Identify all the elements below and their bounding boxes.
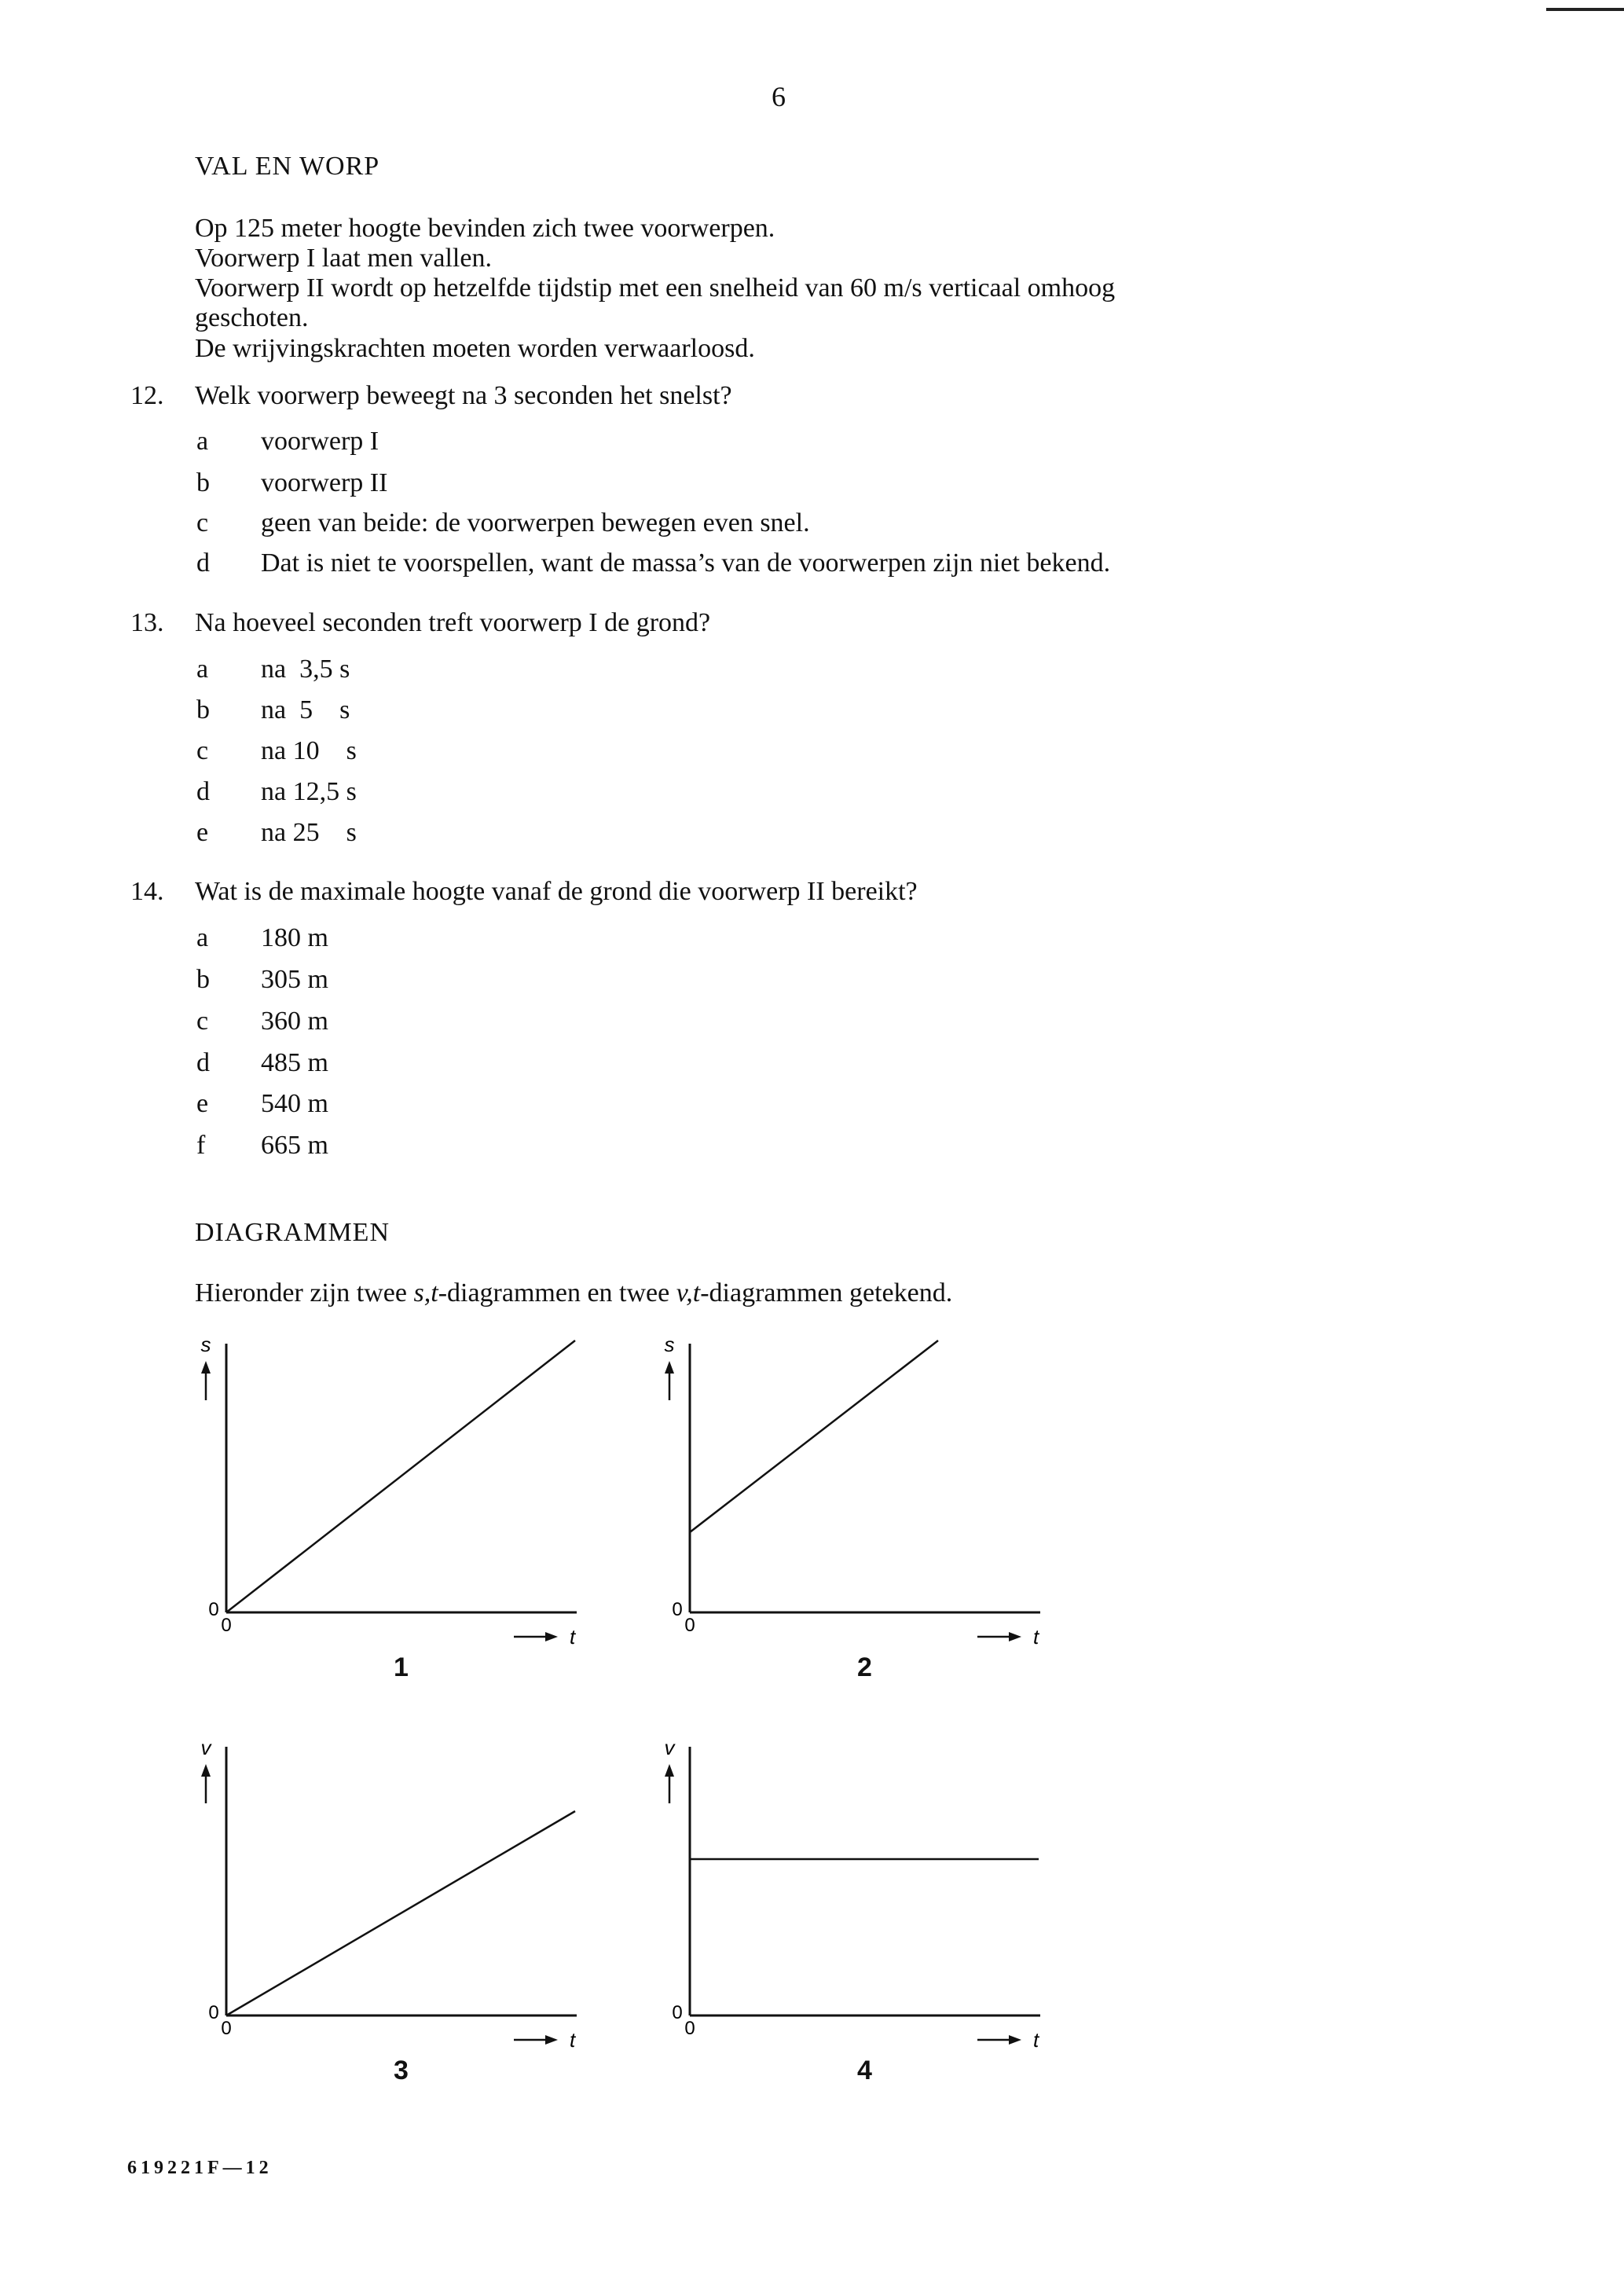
intro-vt-symbol: v,t: [676, 1278, 701, 1308]
x-axis-label: t: [570, 1625, 576, 1649]
intro-text: -diagrammen getekend.: [700, 1278, 953, 1308]
option-letter: e: [196, 818, 209, 847]
option-text: na 3,5 s: [261, 655, 350, 684]
diagram-label-2: 2: [857, 1652, 872, 1682]
option-letter: a: [196, 923, 209, 952]
option-letter: b: [196, 468, 210, 497]
corner-mark: [1546, 8, 1624, 11]
x-arrow-head-icon: [545, 2035, 558, 2045]
page-number: 6: [772, 81, 786, 112]
question-number: 12.: [130, 381, 164, 410]
origin-y-label: 0: [672, 1599, 683, 1620]
y-arrow-head-icon: [201, 1361, 211, 1374]
intro-line: Voorwerp II wordt op hetzelfde tijdstip met een snelheid van 60 m/s verticaal omhoog: [195, 273, 1116, 303]
option-letter: c: [196, 736, 209, 765]
diagrams-intro: [195, 1278, 952, 1308]
option-text: na 10 s: [261, 736, 357, 765]
origin-x-label: 0: [684, 2018, 695, 2039]
y-axis-label: s: [200, 1333, 211, 1356]
option-text: 360 m: [261, 1007, 328, 1036]
option-text: 180 m: [261, 923, 328, 952]
origin-y-label: 0: [208, 2002, 219, 2023]
diagram-4: [652, 1731, 1061, 2052]
x-axis-label: t: [1033, 2028, 1039, 2052]
x-arrow-head-icon: [1009, 1632, 1021, 1641]
option-letter: d: [196, 1048, 210, 1077]
option-letter: f: [196, 1131, 206, 1160]
graph-line: [226, 1341, 575, 1612]
option-text: voorwerp I: [261, 427, 379, 456]
diagram-label-1: 1: [394, 1652, 409, 1682]
y-arrow-head-icon: [201, 1764, 211, 1777]
graph-line: [690, 1341, 938, 1532]
graph-line: [226, 1811, 575, 2015]
option-text: 305 m: [261, 965, 328, 994]
option-text: 540 m: [261, 1089, 328, 1118]
option-text: 485 m: [261, 1048, 328, 1077]
x-arrow-head-icon: [545, 1632, 558, 1641]
option-text: 665 m: [261, 1131, 328, 1160]
question-number: 14.: [130, 877, 164, 906]
question-text: Na hoeveel seconden treft voorwerp I de grond?: [195, 608, 711, 637]
intro-line: geschoten.: [195, 303, 309, 332]
origin-y-label: 0: [672, 2002, 683, 2023]
option-text: na 12,5 s: [261, 777, 357, 806]
question-number: 13.: [130, 608, 164, 637]
diagram-label-4: 4: [857, 2056, 872, 2085]
origin-y-label: 0: [208, 1599, 219, 1620]
intro-line: De wrijvingskrachten moeten worden verwaarloosd.: [195, 334, 755, 363]
diagram-1: [189, 1328, 597, 1649]
y-axis-label: v: [200, 1736, 211, 1759]
intro-line: Op 125 meter hoogte bevinden zich twee voorwerpen.: [195, 214, 775, 243]
y-arrow-head-icon: [665, 1361, 674, 1374]
option-text: na 5 s: [261, 695, 350, 724]
section-heading-val-en-worp: VAL EN WORP: [195, 152, 380, 181]
option-letter: c: [196, 508, 209, 537]
option-letter: b: [196, 965, 210, 994]
diagram-3: [189, 1731, 597, 2052]
option-letter: d: [196, 777, 210, 806]
option-letter: c: [196, 1007, 209, 1036]
question-text: Wat is de maximale hoogte vanaf de grond die voorwerp II bereikt?: [195, 877, 918, 906]
y-arrow-head-icon: [665, 1764, 674, 1777]
option-letter: a: [196, 427, 209, 456]
x-axis-label: t: [570, 2028, 576, 2052]
intro-text: Hieronder zijn twee: [195, 1278, 414, 1308]
intro-text: -diagrammen en twee: [438, 1278, 676, 1308]
option-text: na 25 s: [261, 818, 357, 847]
question-text: Welk voorwerp beweegt na 3 seconden het snelst?: [195, 381, 732, 410]
origin-x-label: 0: [221, 1615, 232, 1636]
x-arrow-head-icon: [1009, 2035, 1021, 2045]
option-text: voorwerp II: [261, 468, 388, 497]
diagram-label-3: 3: [394, 2056, 409, 2085]
option-letter: d: [196, 548, 210, 578]
diagram-2: [652, 1328, 1061, 1649]
section-heading-diagrammen: DIAGRAMMEN: [195, 1218, 390, 1247]
origin-x-label: 0: [221, 2018, 232, 2039]
option-letter: e: [196, 1089, 209, 1118]
option-letter: b: [196, 695, 210, 724]
intro-st-symbol: s,t: [413, 1278, 438, 1308]
option-text: Dat is niet te voorspellen, want de massa’s van de voorwerpen zijn niet bekend.: [261, 548, 1111, 578]
option-letter: a: [196, 655, 209, 684]
y-axis-label: v: [664, 1736, 675, 1759]
origin-x-label: 0: [684, 1615, 695, 1636]
footer-code: 619221F—12: [127, 2158, 273, 2178]
y-axis-label: s: [664, 1333, 675, 1356]
x-axis-label: t: [1033, 1625, 1039, 1649]
option-text: geen van beide: de voorwerpen bewegen even snel.: [261, 508, 810, 537]
intro-line: Voorwerp I laat men vallen.: [195, 244, 492, 273]
